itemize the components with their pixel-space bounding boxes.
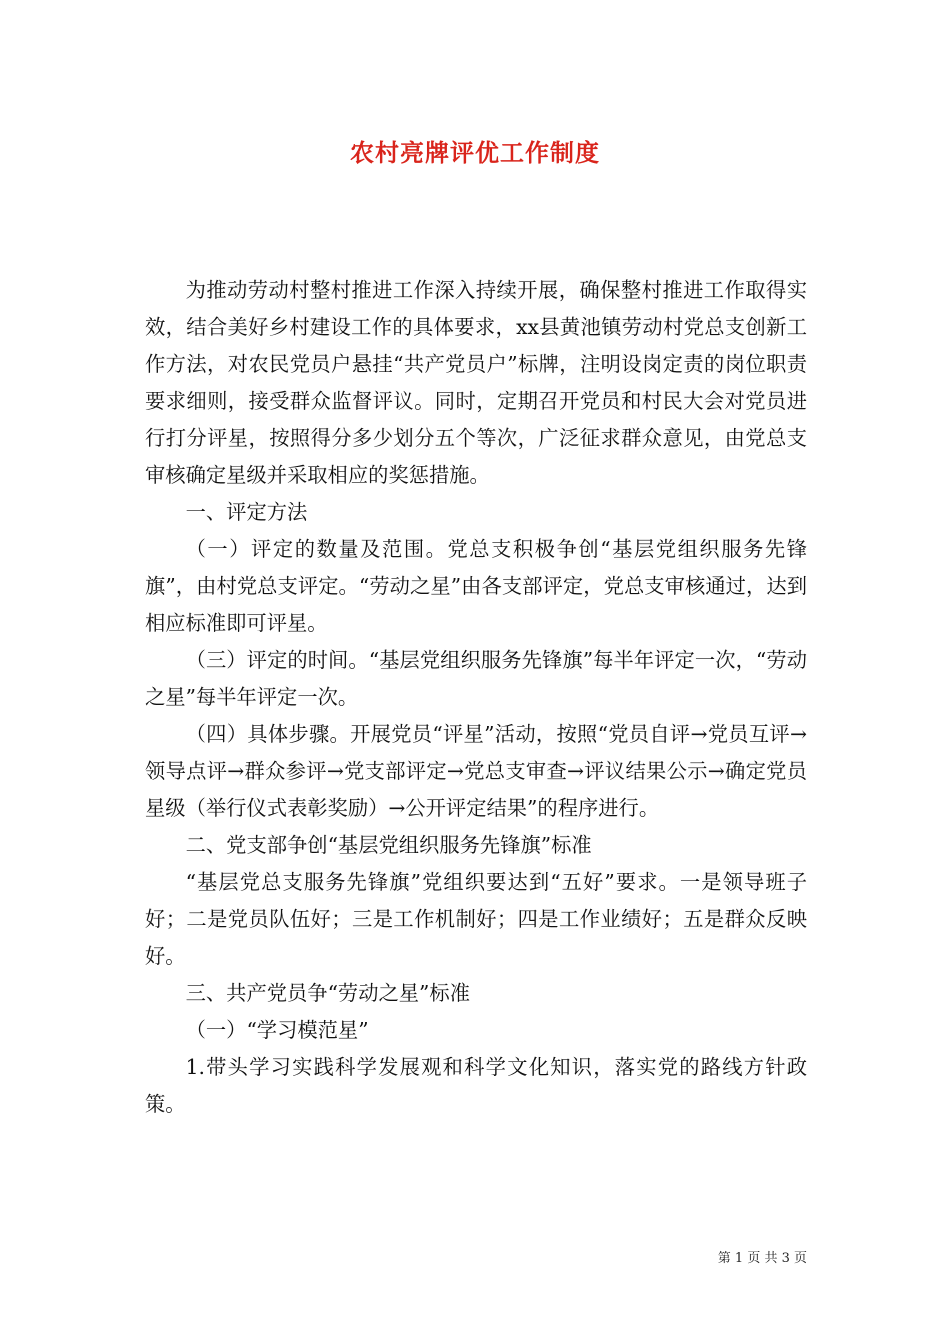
paragraph-intro: 为推动劳动村整村推进工作深入持续开展，确保整村推进工作取得实效，结合美好乡村建设工作的具体要求，xx县黄池镇劳动村党总支创新工作方法，对农民党员户悬挂“共产党员户”标牌，注明设岗定责的岗位职责要求细则，接受群众监督评议。同时，定期召开党员和村民大会对党员进行打分评星，按照得分多少划分五个等次，广泛征求群众意见，由党总支审核确定星级并采取相应的奖惩措施。	[145, 278, 807, 487]
page-number: 第 1 页 共 3 页	[717, 1251, 807, 1266]
paragraph-3-1-1: 1.带头学习实践科学发展观和科学文化知识，落实党的路线方针政策。	[145, 1055, 807, 1116]
document-title: 农村亮牌评优工作制度	[350, 138, 600, 167]
paragraph-1-1: （一）评定的数量及范围。党总支积极争创“基层党组织服务先锋旗”，由村党总支评定。“劳动之星”由各支部评定，党总支审核通过，达到相应标准即可评星。	[145, 537, 807, 635]
heading-section-1: 一、评定方法	[185, 500, 308, 524]
document-body	[145, 272, 807, 1123]
heading-section-3: 三、共产党员争“劳动之星”标准	[185, 981, 470, 1005]
paragraph-2: “基层党总支服务先锋旗”党组织要达到“五好”要求。一是领导班子好；二是党员队伍好；三是工作机制好；四是工作业绩好；五是群众反映好。	[145, 870, 807, 968]
heading-section-2: 二、党支部争创“基层党组织服务先锋旗”标准	[185, 833, 592, 857]
paragraph-1-4: （四）具体步骤。开展党员“评星”活动，按照“党员自评→党员互评→领导点评→群众参评→党支部评定→党总支审查→评议结果公示→确定党员星级（举行仪式表彰奖励）→公开评定结果”的程序进行。	[145, 722, 807, 820]
subheading-3-1: （一）“学习模范星”	[185, 1018, 369, 1042]
paragraph-1-3: （三）评定的时间。“基层党组织服务先锋旗”每半年评定一次，“劳动之星”每半年评定一次。	[145, 648, 807, 709]
